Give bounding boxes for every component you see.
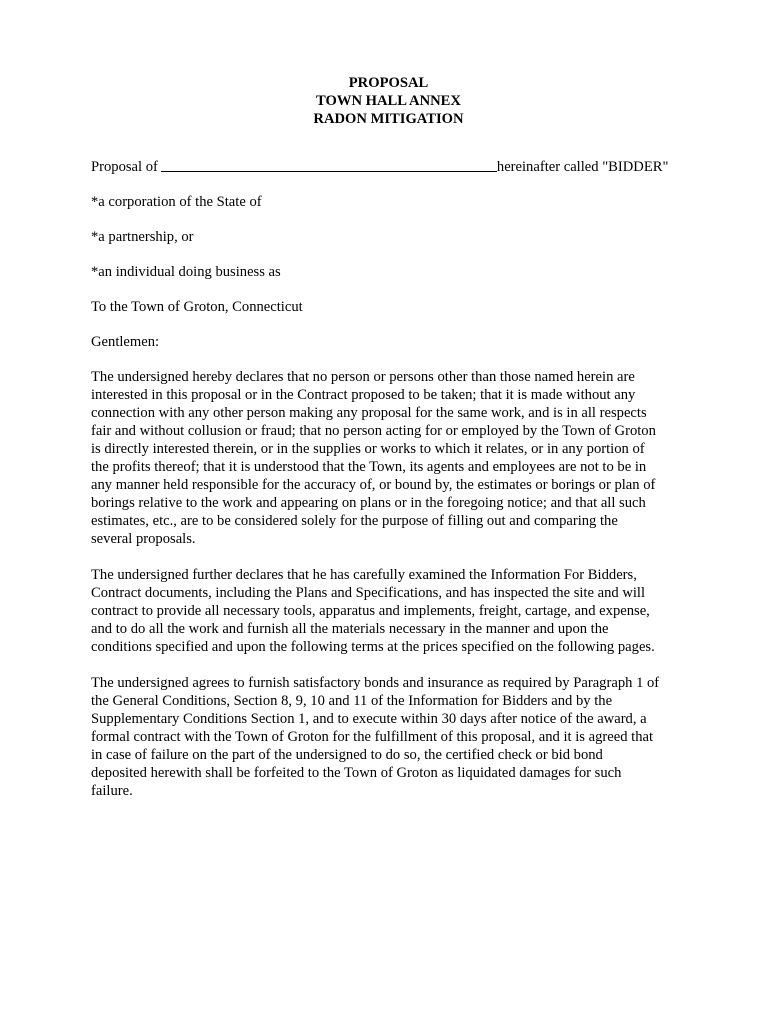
bonds-paragraph (91, 674, 686, 800)
title-line-radon-mitigation: RADON MITIGATION (313, 111, 464, 127)
paragraph-line: connection with any other person making any proposal for the same work, and is in all respects (91, 405, 647, 421)
paragraph-line: borings relative to the work and appearing on plans or in the foregoing notice; and that all such (91, 495, 646, 511)
paragraph-line: is directly interested therein, or in the supplies or works to which it relates, or in any portion of (91, 441, 645, 457)
paragraph-line: conditions specified and upon the following terms at the prices specified on the following pages. (91, 639, 655, 655)
paragraph-line: contract to provide all necessary tools, apparatus and implements, freight, cartage, and expense, (91, 603, 650, 619)
paragraph-line: in case of failure on the part of the undersigned to do so, the certified check or bid bond (91, 747, 603, 763)
document-title (91, 74, 686, 128)
paragraph-line: The undersigned further declares that he has carefully examined the Information For Bidders, (91, 567, 637, 583)
paragraph-line: failure. (91, 783, 133, 799)
paragraph-line: the profits thereof; that it is understood that the Town, its agents and employees are not to be in (91, 459, 647, 475)
paragraph-line: Contract documents, including the Plans and Specifications, and has inspected the site and will (91, 585, 646, 601)
paragraph-line: formal contract with the Town of Groton for the fulfillment of this proposal, and it is agreed that (91, 729, 654, 745)
option-individual: *an individual doing business as (91, 264, 281, 280)
title-line-town-hall-annex: TOWN HALL ANNEX (316, 93, 461, 109)
paragraph-line: estimates, etc., are to be considered solely for the purpose of filling out and comparing the (91, 513, 618, 529)
addressee: To the Town of Groton, Connecticut (91, 299, 303, 315)
paragraph-line: and to do all the work and furnish all the materials necessary in the manner and upon the (91, 621, 609, 637)
examination-paragraph (91, 566, 686, 656)
salutation: Gentlemen: (91, 334, 160, 350)
option-partnership: *a partnership, or (91, 229, 194, 245)
paragraph-line: deposited herewith shall be forfeited to the Town of Groton as liquidated damages for such (91, 765, 622, 781)
paragraph-line: interested in this proposal or in the Contract proposed to be taken; that it is made without any (91, 387, 636, 403)
document-body (91, 158, 686, 800)
bidder-name-blank[interactable] (161, 159, 497, 172)
option-corporation: *a corporation of the State of (91, 194, 262, 210)
paragraph-line: fair and without collusion or fraud; that no person acting for or employed by the Town of Groton (91, 423, 656, 439)
proposal-suffix: hereinafter called "BIDDER" (496, 159, 669, 175)
paragraph-line: several proposals. (91, 531, 196, 547)
paragraph-line: The undersigned hereby declares that no person or persons other than those named herein are (91, 369, 635, 385)
paragraph-line: the General Conditions, Section 8, 9, 10 and 11 of the Information for Bidders and by the (91, 693, 613, 709)
paragraph-line: any manner held responsible for the accuracy of, or bound by, the estimates or borings or plan of (91, 477, 656, 493)
declaration-paragraph (91, 368, 686, 548)
paragraph-line: Supplementary Conditions Section 1, and to execute within 30 days after notice of the award, a (91, 711, 647, 727)
proposal-prefix: Proposal of (91, 159, 158, 175)
document-page (91, 74, 686, 818)
proposal-of-line (91, 158, 686, 176)
title-line-proposal: PROPOSAL (348, 75, 429, 91)
paragraph-line: The undersigned agrees to furnish satisfactory bonds and insurance as required by Paragraph 1 of (91, 675, 660, 691)
